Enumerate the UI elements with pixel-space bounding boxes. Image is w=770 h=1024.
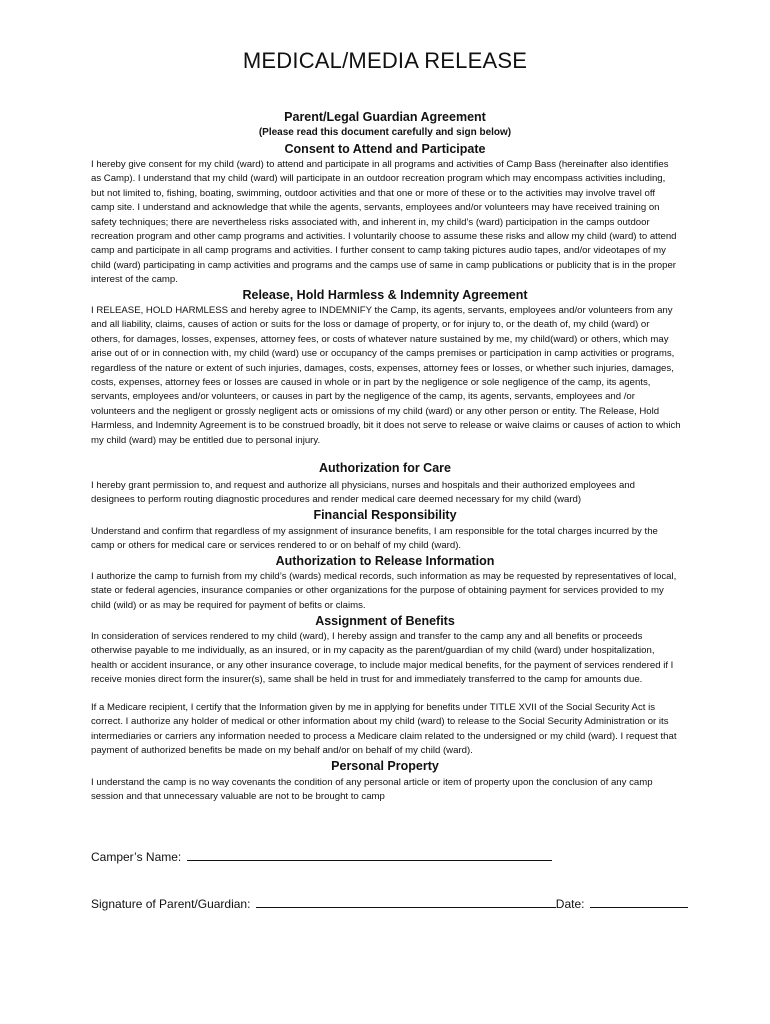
section-body-benefits: In consideration of services rendered to my child (ward), I hereby assign and transfer to the camp any and all benefits or proceeds otherwise payable to me individually, as an insured, or in my capacity as the parent/guardian of my child (ward) under hospitalization, health or accident insurance, or any other insurance coverage, to include major medical benefits, for the payment of services rendered if I receive monies direct form the insurer(s), same shall be held in trust for and immediately transferred to the camp for amounts due.: [91, 631, 674, 686]
section-body-release-info: I authorize the camp to furnish from my child’s (wards) medical records, such information as may be requested by representatives of local, state or federal agencies, insurance companies or other organizations for the purpose of obtaining payment for services provided to my child (wild) or as may be required for payment of befits or claims.: [91, 571, 677, 611]
section-heading-financial: Financial Responsibility: [313, 508, 457, 522]
camper-name-label: Camper’s Name:: [91, 850, 182, 864]
camper-name-row: [91, 848, 552, 864]
parent-signature-field[interactable]: [256, 895, 556, 908]
agreement-heading: Parent/Legal Guardian Agreement: [284, 110, 486, 124]
section-heading-care: Authorization for Care: [319, 461, 451, 475]
parent-signature-row: [91, 895, 688, 911]
agreement-note: (Please read this document carefully and sign below): [258, 127, 512, 138]
section-body-property: I understand the camp is no way covenants the condition of any personal article or item of property upon the conclusion of any camp session and that unnecessary valuable are not to be brought to camp: [91, 777, 653, 803]
section-heading-release: Release, Hold Harmless & Indemnity Agreement: [242, 288, 528, 302]
date-label: Date:: [555, 897, 585, 911]
section-heading-property: Personal Property: [331, 759, 439, 773]
section-heading-benefits: Assignment of Benefits: [315, 614, 455, 628]
section-body-financial: Understand and confirm that regardless of my assignment of insurance benefits, I am responsible for the total charges incurred by the camp or others for medical care or services rendered to or on behalf of my child (ward).: [91, 526, 658, 552]
section-body-release: I RELEASE, HOLD HARMLESS and hereby agree to INDEMNIFY the Camp, its agents, servants, employees and/or volunteers from any and all liability, claims, causes of action or suits for the loss or damage of property, or for injury to, or the death of, my child (ward) or others, for damages, losses, expenses, attorney fees, or costs of whatever nature sustained by me, my child(ward) or others, which may arise out of or in connection with, my child (ward) use or occupancy of the camps premises or participation in camp activities or programs, regardless of the nature or extent of such injuries, damages, costs, expenses, attorney fees or losses, or whether such injuries, damages, costs, expenses, attorney fees or losses are caused in whole or in part by the negligence or sole negligence of the camp, its agents, servants, employees and/or volunteers, or causes in part by the negligence of the camp, its agents, servants, employees and /or volunteers and the negligent or grossly negligent acts or omissions of my child (ward) or any other person or entity. The Release, Hold Harmless, and Indemnity Agreement is to be construed broadly, bit it does not serve to release or waive claims or causes of action to which my child (ward) may be entitled due to personal injury.: [91, 305, 681, 446]
section-body-consent: I hereby give consent for my child (ward) to attend and participate in all programs and activities of Camp Bass (hereinafter also identifies as Camp). I understand that my child (ward) will participate in an outdoor recreation program which may encompass activities including, but not limited to, fishing, boating, swimming, outdoor activities and that one or more of these or to the activities may involve travel off camp site. I understand and acknowledge that while the agents, servants, employees and/or volunteers may have received training on safety techniques; there are nevertheless risks associated with, and inherent in, my child’s (ward) participation in the camps outdoor recreation program and other camp programs and activities. I voluntarily choose to assume these risks and allow my child (ward) to attend camp and participate in all camp programs and activities. I further consent to camp taking pictures audio tapes, and/or videotapes of my child (ward) participating in camp activities and programs and the camps use of same in camp publications or publicity that is in the proper interest of the camp.: [91, 159, 677, 286]
date-field[interactable]: [590, 895, 688, 908]
section-heading-release-info: Authorization to Release Information: [275, 554, 495, 568]
section-body-care: I hereby grant permission to, and request and authorize all physicians, nurses and hospitals and their authorized employees and designees to perform routing diagnostic procedures and render medical care deemed necessary for my child (ward): [91, 480, 635, 506]
parent-signature-label: Signature of Parent/Guardian:: [91, 897, 251, 911]
camper-name-field[interactable]: [187, 848, 552, 861]
section-body-medicare: If a Medicare recipient, I certify that the Information given by me in applying for benefits under TITLE XVII of the Social Security Act is correct. I authorize any holder of medical or other information about my child (ward) to release to the Social Security Administration or its intermediaries or carriers any information needed to process a Medicare claim related to the undersigned or my child (ward). I request that payment of authorized benefits be made on my behalf and/or on behalf of my child (ward).: [91, 702, 677, 757]
section-heading-consent: Consent to Attend and Participate: [284, 142, 486, 156]
document-title: MEDICAL/MEDIA RELEASE: [242, 48, 528, 73]
